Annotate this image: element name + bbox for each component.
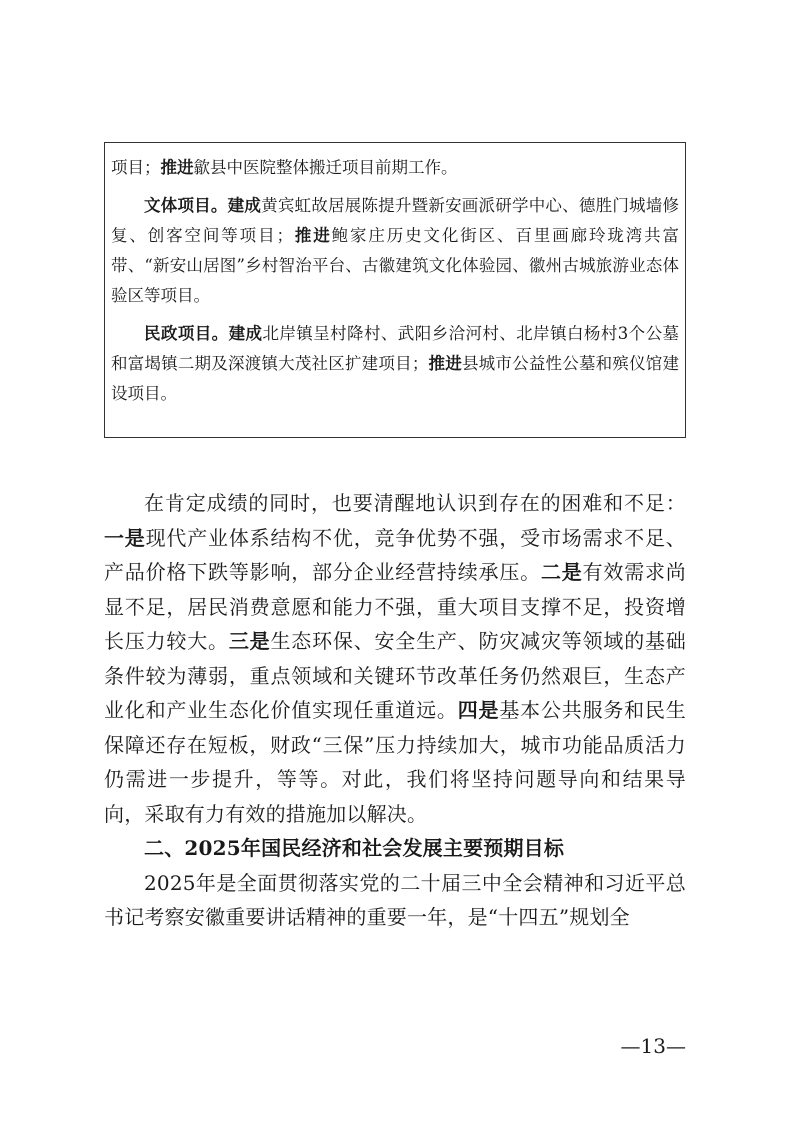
page-number: —13—	[620, 1034, 686, 1058]
main-text	[104, 486, 686, 935]
section-title: 文体项目。	[144, 196, 228, 215]
section-title: 民政项目。	[144, 324, 229, 343]
keyword: 推进	[428, 354, 462, 373]
section-heading: 二、2025年国民经济和社会发展主要预期目标	[144, 836, 565, 860]
keyword: 推进	[292, 226, 332, 245]
keyword: 推进	[160, 158, 194, 177]
body-paragraph-2025: 2025年是全面贯彻落实党的二十届三中全会精神和习近平总书记考察安徽重要讲话精神的重要一年，是“十四五”规划全	[104, 870, 686, 929]
project-list-box	[104, 142, 686, 438]
box-paragraph-culture: 文体项目。建成黄宾虹故居展陈提升暨新安画派研学中心、德胜门城墙修复、创客空间等项目；推进鲍家庄历史文化街区、百里画廊玲珑湾共富带、“新安山居图”乡村智治平台、古徽建筑文化体验园、徽州古城旅游业态体验区等项目。	[111, 196, 680, 305]
keyword: 建成	[228, 324, 263, 343]
box-paragraph-civil: 民政项目。建成北岸镇呈村降村、武阳乡洽河村、北岸镇白杨村3个公墓和富堨镇二期及深渡镇大茂社区扩建项目；推进县城市公益性公墓和殡仪馆建设项目。	[111, 324, 680, 403]
box-paragraph-1: 项目；推进歙县中医院整体搬迁项目前期工作。	[111, 158, 458, 177]
keyword: 建成	[227, 196, 262, 215]
body-paragraph-difficulties: 在肯定成绩的同时，也要清醒地认识到存在的困难和不足：一是现代产业体系结构不优，竞争优势不强，受市场需求不足、产品价格下跌等影响，部分企业经营持续承压。二是有效需求尚显不足，居民消费意愿和能力不强，重大项目支撑不足，投资增长压力较大。三是生态环保、安全生产、防灾减灾等领域的基础条件较为薄弱，重点领域和关键环节改革任务仍然艰巨，生态产业化和产业生态化价值实现任重道远。四是基本公共服务和民生保障还存在短板，财政“三保”压力持续加大，城市功能品质活力仍需进一步提升，等等。对此，我们将坚持问题导向和结果导向，采取有力有效的措施加以解决。	[104, 491, 687, 826]
